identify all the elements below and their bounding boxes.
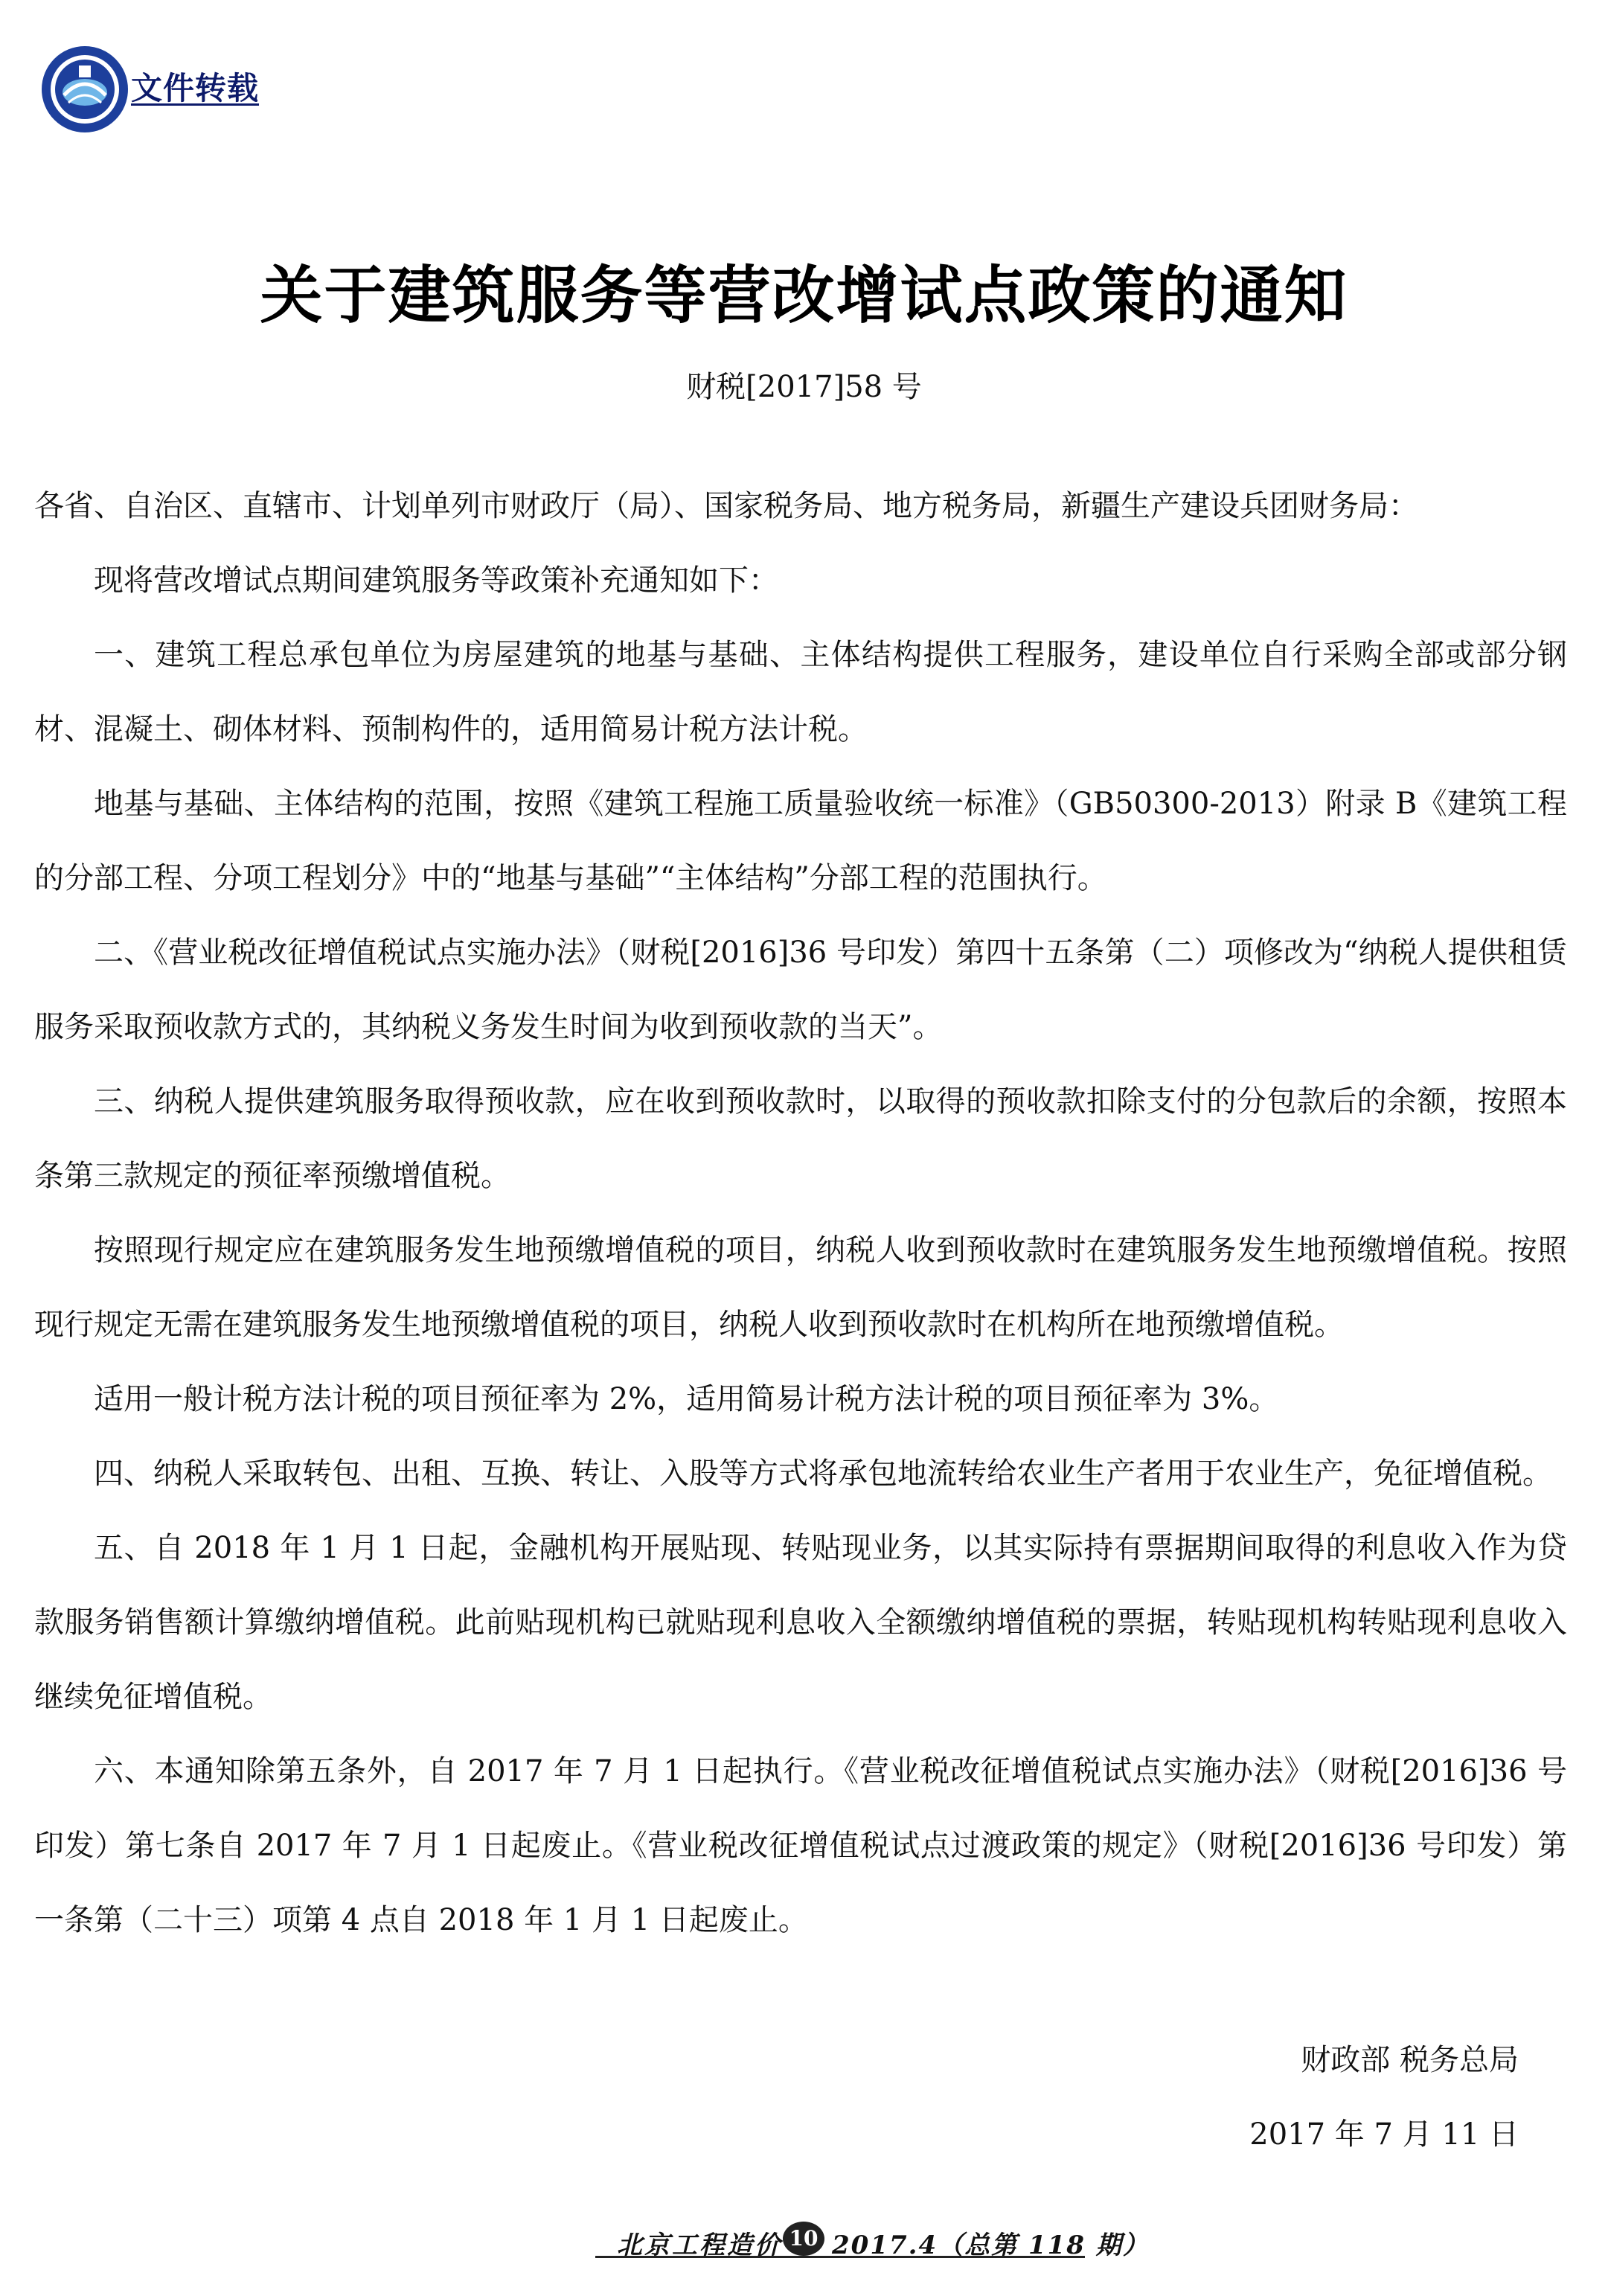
- clause-3-rate-paragraph: 适用一般计税方法计税的项目预征率为 2%，适用简易计税方法计税的项目预征率为 3%。: [94, 1382, 1279, 1416]
- intro-paragraph: 现将营改增试点期间建筑服务等政策补充通知如下：: [94, 563, 778, 598]
- clause-2-paragraph: 二、《营业税改征增值税试点实施办法》（财税[2016]36 号印发）第四十五条第（二）项修改为“纳税人提供租赁服务采取预收款方式的，其纳税义务发生时间为收到预收款的当天”。: [34, 936, 1567, 1044]
- clause-3-location-paragraph: 按照现行规定应在建筑服务发生地预缴增值税的项目，纳税人收到预收款时在建筑服务发生地预缴增值税。按照现行规定无需在建筑服务发生地预缴增值税的项目，纳税人收到预收款时在机构所在地预缴增值税。: [34, 1233, 1567, 1342]
- document-body: [34, 469, 1567, 1957]
- clause-5-paragraph: 五、自 2018 年 1 月 1 日起，金融机构开展贴现、转贴现业务，以其实际持有票据期间取得的利息收入作为贷款服务销售额计算缴纳增值税。此前贴现机构已就贴现利息收入全额缴纳增值税的票据，转贴现机构转贴现利息收入继续免征增值税。: [34, 1531, 1567, 1714]
- clause-4-paragraph: 四、纳税人采取转包、出租、互换、转让、入股等方式将承包地流转给农业生产者用于农业生产，免征增值税。: [94, 1456, 1552, 1491]
- page-footer: [0, 2222, 1608, 2275]
- clause-1-scope-paragraph: 地基与基础、主体结构的范围，按照《建筑工程施工质量验收统一标准》（GB50300-2013）附录 B《建筑工程的分部工程、分项工程划分》中的“地基与基础”“主体结构”分部工程的范围执行。: [34, 787, 1567, 895]
- signature-block: [1249, 2023, 1519, 2172]
- addressee-paragraph: 各省、自治区、直辖市、计划单列市财政厅（局）、国家税务局、地方税务局，新疆生产建设兵团财务局：: [34, 489, 1418, 523]
- document-number: 财税[2017]58 号: [686, 370, 922, 404]
- footer-publication: 北京工程造价: [617, 2231, 782, 2260]
- document-title: 关于建筑服务等营改增试点政策的通知: [260, 259, 1348, 332]
- page-number-badge: 10: [783, 2222, 824, 2256]
- footer-issue: 2017.4（总第 118 期）: [832, 2231, 1150, 2260]
- clause-3-paragraph: 三、纳税人提供建筑服务取得预收款，应在收到预收款时，以取得的预收款扣除支付的分包款后的余额，按照本条第三款规定的预征率预缴增值税。: [34, 1084, 1567, 1193]
- clause-1-paragraph: 一、建筑工程总承包单位为房屋建筑的地基与基础、主体结构提供工程服务，建设单位自行采购全部或部分钢材、混凝土、砌体材料、预制构件的，适用简易计税方法计税。: [34, 638, 1567, 746]
- issue-date: 2017 年 7 月 11 日: [1249, 2117, 1519, 2152]
- publisher-logo-icon: [39, 43, 131, 135]
- section-tag: 文件转载: [131, 70, 260, 106]
- clause-6-paragraph: 六、本通知除第五条外，自 2017 年 7 月 1 日起执行。《营业税改征增值税试点实施办法》（财税[2016]36 号印发）第七条自 2017 年 7 月 1 日起废止。《营业税改征增值税试点过渡政策的规定》（财税[2016]36 号印发）第一条第（二十三）项第 4 点自 2018 年 1 月 1 日起废止。: [34, 1754, 1567, 1937]
- issuers: 财政部 税务总局: [1301, 2043, 1519, 2077]
